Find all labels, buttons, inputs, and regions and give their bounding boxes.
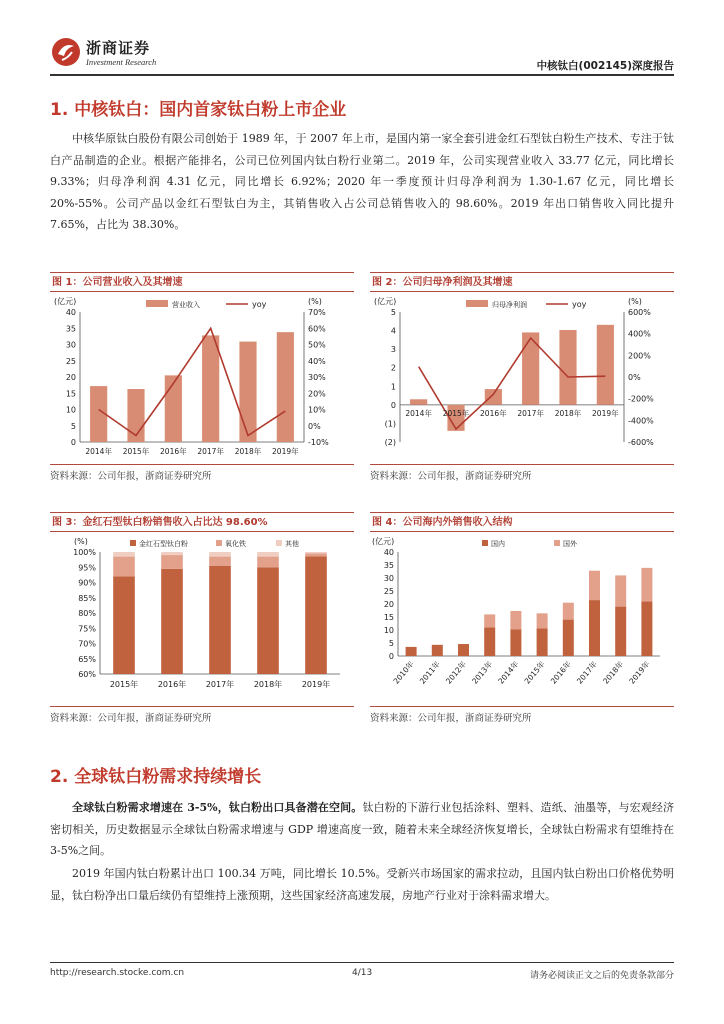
bar: [559, 330, 576, 405]
chart-1: [50, 272, 354, 487]
y-left-unit: (亿元): [54, 297, 77, 306]
y-right-tick: 60%: [308, 324, 326, 334]
chart-3-plot: [50, 534, 354, 704]
legend-label-bar: 归母净利润: [492, 301, 527, 309]
legend-swatch: [216, 540, 222, 546]
y-left-tick: 3: [390, 345, 396, 355]
chart-1-title: 图 1：公司营业收入及其增速: [50, 272, 354, 292]
y-left-tick: 0: [390, 400, 396, 410]
y-right-tick: 400%: [628, 329, 651, 339]
section-1-paragraph: 中核华原钛白股份有限公司创始于 1989 年，于 2007 年上市，是国内第一家全套引进金红石型钛白粉生产技术、专注于钛白产品制造的企业。根据产能排名，公司已位列国内钛白粉行业第二。2019 年，公司实现营业收入 33.77 亿元，同比增长 9.33%；归母净利润 4.31 亿元，同比增长 6.92%；2020 年一季度预计归母净利润为 1.30-1.67 亿元，同比增长 20%-55%。公司产品以金红石型钛白为主，其销售收入占公司总销售收入的 98.60%。2019 年出口销售收入同比提升 7.65%，占比为 38.30%。: [50, 132, 674, 231]
chart-4-plot: [370, 534, 674, 704]
y-left-tick: 2: [390, 363, 396, 373]
y-right-tick: 40%: [308, 356, 326, 366]
yoy-line: [99, 328, 286, 435]
bar-segment: [406, 647, 417, 656]
footer-divider: [50, 962, 674, 963]
legend-swatch: [276, 540, 282, 546]
bar: [277, 332, 294, 442]
bar-segment: [113, 552, 135, 557]
y-tick: 0: [388, 652, 394, 661]
chart-2-source: 资料来源：公司年报，浙商证券研究所: [370, 464, 674, 482]
x-tick: 2018年: [253, 680, 283, 689]
y-right-tick: 50%: [308, 340, 326, 350]
section-2-heading: 2. 全球钛白粉需求持续增长: [50, 767, 262, 787]
x-tick: 2015年: [522, 659, 547, 686]
y-tick: 75%: [78, 624, 96, 634]
logo-emblem-icon: [50, 36, 82, 68]
x-tick: 2018年: [234, 447, 262, 456]
legend-label: 氧化铁: [225, 540, 246, 548]
chart-4-source: 资料来源：公司年报，浙商证券研究所: [370, 706, 674, 724]
bar-segment: [305, 556, 327, 674]
legend-swatch: [554, 540, 560, 546]
y-right-tick: 10%: [308, 405, 326, 415]
bar-segment: [305, 552, 327, 554]
chart-3-source: 资料来源：公司年报，浙商证券研究所: [50, 706, 354, 724]
bar-segment: [209, 552, 231, 557]
bar-segment: [209, 557, 231, 566]
x-tick: 2010年: [391, 659, 416, 686]
y-tick: 85%: [78, 593, 96, 603]
y-tick: 20: [383, 600, 394, 609]
bar: [410, 399, 427, 405]
chart-4: [370, 512, 674, 722]
y-left-tick: 20: [65, 373, 76, 382]
bar-segment: [161, 552, 183, 555]
bar-segment: [589, 571, 600, 600]
section-2-paragraph-2: 2019 年国内钛白粉累计出口 100.34 万吨，同比增长 10.5%。受新兴市场国家的需求拉动，且国内钛白粉出口价格优势明显，钛白粉净出口量后续仍有望维持上涨预期，这些国家经济高速发展，房地产行业对于涂料需求增大。: [50, 867, 674, 902]
legend-label: 国内: [491, 540, 505, 548]
y-left-tick: 5: [70, 421, 76, 431]
x-tick: 2018年: [554, 408, 582, 418]
x-tick: 2016年: [548, 659, 573, 686]
y-tick: 95%: [78, 563, 96, 573]
legend-label: 其他: [285, 540, 299, 548]
chart-2-plot: [370, 294, 674, 464]
chart-3: [50, 512, 354, 722]
y-right-tick: 200%: [628, 351, 651, 361]
section-1-heading: 1. 中核钛白：国内首家钛白粉上市企业: [50, 100, 347, 120]
bar-segment: [161, 569, 183, 674]
bar-segment: [510, 629, 521, 656]
footer-disclaimer: 请务必阅读正文之后的免责条款部分: [529, 971, 674, 981]
y-tick: 35: [383, 561, 394, 570]
y-left-tick: 4: [390, 326, 396, 336]
logo-text-en: Investment Research: [86, 57, 157, 67]
y-right-tick: -400%: [628, 416, 654, 426]
y-right-unit: (%): [628, 297, 642, 306]
x-tick: 2011年: [417, 659, 442, 686]
bar-segment: [537, 628, 548, 656]
bar-segment: [458, 644, 469, 656]
bar-segment: [432, 645, 443, 656]
legend-swatch: [482, 540, 488, 546]
x-tick: 2014年: [496, 659, 521, 686]
chart-2-title: 图 2：公司归母净利润及其增速: [370, 272, 674, 292]
legend-swatch-bar: [146, 300, 168, 307]
bar: [165, 375, 182, 442]
legend-label-line: yoy: [572, 300, 587, 309]
x-tick: 2019年: [301, 680, 331, 689]
x-tick: 2017年: [575, 659, 600, 686]
y-right-tick: -10%: [308, 438, 329, 447]
bar-segment: [257, 567, 279, 674]
bar-segment: [161, 555, 183, 569]
x-tick: 2017年: [205, 680, 235, 689]
legend-swatch: [130, 540, 136, 546]
y-right-tick: -200%: [628, 394, 654, 404]
y-left-tick: 5: [390, 308, 396, 317]
bar-segment: [484, 614, 495, 627]
bar-segment: [257, 552, 279, 557]
x-tick: 2018年: [601, 659, 626, 686]
x-tick: 2015年: [122, 447, 150, 456]
bar-segment: [641, 601, 652, 656]
y-left-tick: 35: [65, 324, 76, 334]
y-right-tick: 600%: [628, 308, 651, 317]
y-tick: 10: [383, 626, 394, 635]
y-right-tick: 20%: [308, 389, 326, 399]
bar-segment: [615, 607, 626, 656]
legend-label: 金红石型钛白粉: [139, 540, 188, 548]
chart-4-title: 图 4：公司海内外销售收入结构: [370, 512, 674, 532]
bar-segment: [209, 566, 231, 674]
x-tick: 2015年: [109, 680, 139, 689]
bar-segment: [257, 557, 279, 568]
y-tick: 30: [383, 574, 394, 583]
y-left-tick: 1: [390, 382, 396, 392]
y-tick: 40: [383, 548, 394, 557]
page-number: 4/13: [352, 968, 373, 978]
x-tick: 2019年: [592, 408, 619, 418]
y-right-tick: 70%: [308, 308, 326, 317]
y-right-tick: -600%: [628, 438, 654, 447]
legend-label-line: yoy: [252, 300, 267, 309]
x-tick: 2016年: [160, 447, 187, 456]
x-tick: 2014年: [85, 447, 112, 456]
bar-segment: [641, 568, 652, 602]
x-tick: 2016年: [157, 680, 187, 689]
y-left-tick: 40: [65, 308, 76, 317]
chart-3-title: 图 3：金红石型钛白粉销售收入占比达 98.60%: [50, 512, 354, 532]
bar: [485, 389, 502, 405]
bar: [127, 389, 144, 442]
y-left-tick: 25: [65, 356, 76, 366]
legend-label-bar: 营业收入: [172, 301, 200, 309]
bar-segment: [563, 603, 574, 620]
x-tick: 2016年: [480, 408, 507, 418]
x-tick: 2015年: [442, 408, 470, 418]
company-logo: [50, 36, 190, 72]
y-left-tick: 0: [70, 438, 76, 447]
header-divider: [50, 74, 674, 76]
y-left-unit: (亿元): [374, 297, 397, 306]
y-left-tick: 30: [65, 340, 76, 350]
x-tick: 2014年: [405, 408, 432, 418]
legend-swatch-bar: [466, 300, 488, 307]
chart-2: [370, 272, 674, 487]
bar: [202, 335, 219, 442]
legend-label: 国外: [563, 540, 577, 548]
bar: [597, 325, 614, 405]
chart-1-source: 资料来源：公司年报，浙商证券研究所: [50, 464, 354, 482]
y-tick: 5: [388, 639, 394, 648]
bar-segment: [305, 554, 327, 557]
x-tick: 2013年: [470, 659, 495, 686]
bar-segment: [484, 627, 495, 656]
y-right-unit: (%): [308, 297, 322, 306]
y-tick: 65%: [78, 654, 96, 664]
y-tick: 15: [383, 613, 394, 622]
report-title: 中核钛白(002145)深度报告: [536, 60, 674, 72]
x-tick: 2017年: [197, 447, 224, 456]
y-tick: 25: [383, 587, 394, 596]
bar-segment: [113, 557, 135, 577]
section-2-lead: 全球钛白粉需求增速在 3-5%，钛白粉出口具备潜在空间。: [72, 801, 363, 814]
x-tick: 2017年: [517, 408, 544, 418]
y-right-tick: 0%: [628, 373, 641, 382]
bar: [239, 342, 256, 442]
x-tick: 2019年: [272, 447, 299, 456]
y-unit: (亿元): [372, 537, 395, 546]
bar-segment: [510, 611, 521, 629]
x-tick: 2012年: [444, 659, 469, 686]
logo-text-cn: 浙商证券: [86, 39, 151, 57]
bar-segment: [537, 613, 548, 628]
y-tick: 80%: [78, 609, 96, 618]
y-tick: 70%: [78, 639, 96, 649]
bar-segment: [589, 600, 600, 656]
y-right-tick: 30%: [308, 373, 326, 382]
bar-segment: [113, 576, 135, 674]
y-right-tick: 0%: [308, 421, 321, 431]
chart-1-plot: [50, 294, 354, 464]
section-2-para1-body: 钛白粉的下游行业包括涂料、塑料、造纸、油墨等，与宏观经济密切相关，历史数据显示全球钛白粉需求增速与 GDP 增速高度一致，随着未来全球经济恢复增长，全球钛白粉需求有望维持在 3-5%之间。: [50, 801, 675, 857]
y-unit: (%): [74, 537, 88, 546]
y-left-tick: (2): [384, 438, 396, 447]
y-left-tick: (1): [384, 419, 396, 429]
y-left-tick: 15: [65, 389, 76, 399]
section-2-paragraph-1: [50, 797, 674, 862]
x-tick: 2019年: [627, 659, 652, 686]
y-tick: 60%: [78, 670, 96, 679]
footer-url[interactable]: http://research.stocke.com.cn: [50, 968, 185, 978]
y-tick: 100%: [73, 548, 96, 557]
y-left-tick: 10: [65, 405, 76, 415]
y-tick: 90%: [78, 578, 96, 588]
bar-segment: [563, 620, 574, 656]
bar-segment: [615, 575, 626, 606]
